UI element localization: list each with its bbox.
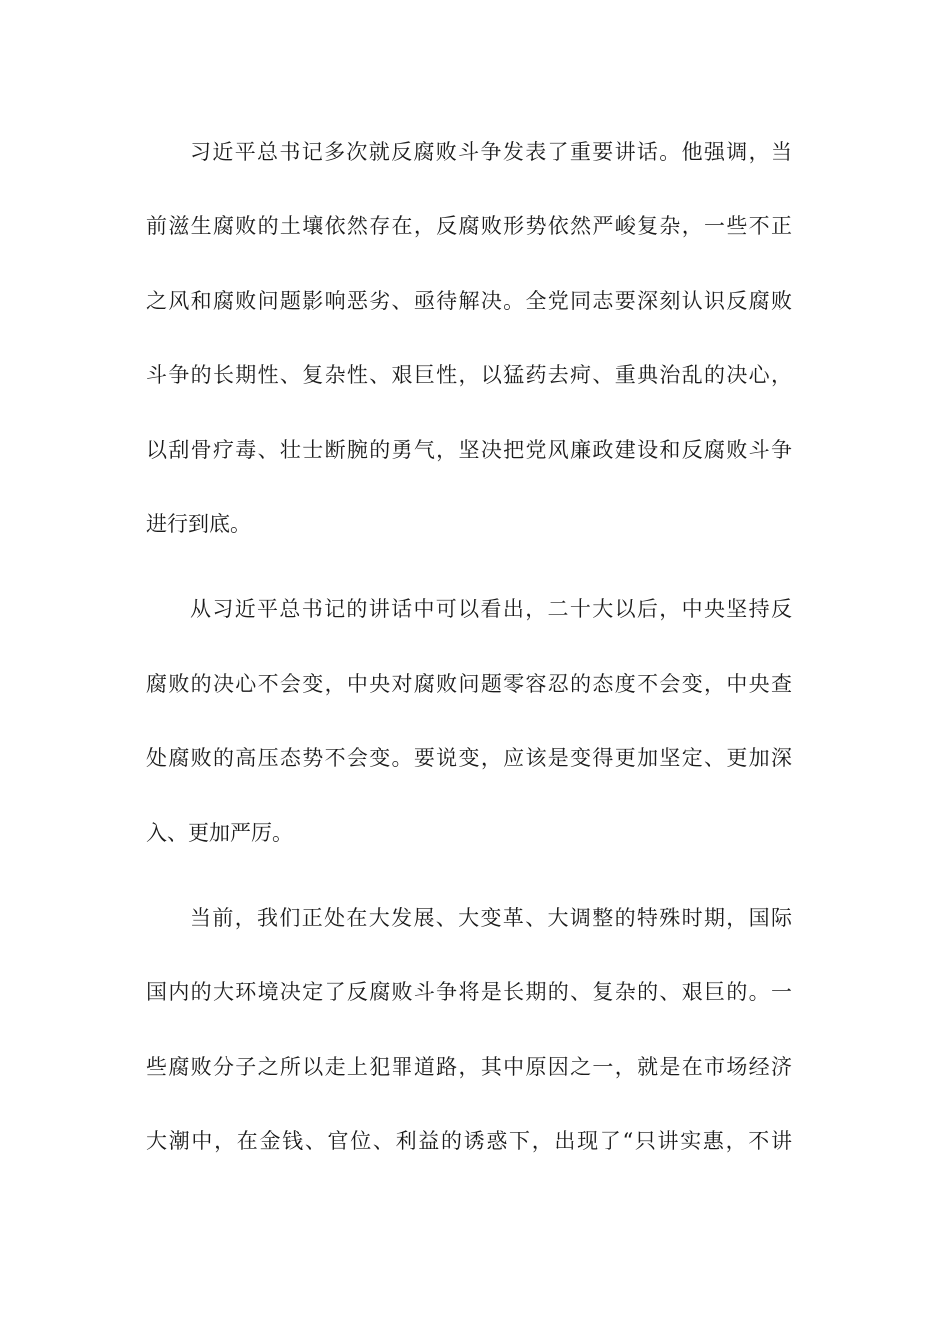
paragraph-1-line-3: 之风和腐败问题影响恶劣、亟待解决。全党同志要深刻认识反腐败 xyxy=(146,289,792,313)
paragraph-1-line-6: 进行到底。 xyxy=(146,512,251,536)
paragraph-1-line-4: 斗争的长期性、复杂性、艰巨性，以猛药去疴、重典治乱的决心， xyxy=(146,363,792,387)
paragraph-3-line-2: 国内的大环境决定了反腐败斗争将是长期的、复杂的、艰巨的。一 xyxy=(146,980,792,1004)
paragraph-1-line-2: 前滋生腐败的土壤依然存在，反腐败形势依然严峻复杂，一些不正 xyxy=(146,214,792,238)
paragraph-2-line-3: 处腐败的高压态势不会变。要说变，应该是变得更加坚定、更加深 xyxy=(146,746,792,770)
paragraph-3-line-3: 些腐败分子之所以走上犯罪道路，其中原因之一，就是在市场经济 xyxy=(146,1055,792,1079)
paragraph-2-line-1: 从习近平总书记的讲话中可以看出，二十大以后，中央坚持反 xyxy=(190,597,792,621)
paragraph-3-line-4: 大潮中，在金钱、官位、利益的诱惑下，出现了“只讲实惠，不讲 xyxy=(146,1129,792,1153)
paragraph-2-line-4: 入、更加严厉。 xyxy=(146,821,293,845)
paragraph-1-line-5: 以刮骨疗毒、壮士断腕的勇气，坚决把党风廉政建设和反腐败斗争 xyxy=(146,438,792,462)
paragraph-2-line-2: 腐败的决心不会变，中央对腐败问题零容忍的态度不会变，中央查 xyxy=(146,672,792,696)
paragraph-3-line-1: 当前，我们正处在大发展、大变革、大调整的特殊时期，国际 xyxy=(190,906,792,930)
paragraph-1-line-1: 习近平总书记多次就反腐败斗争发表了重要讲话。他强调，当 xyxy=(190,140,792,164)
